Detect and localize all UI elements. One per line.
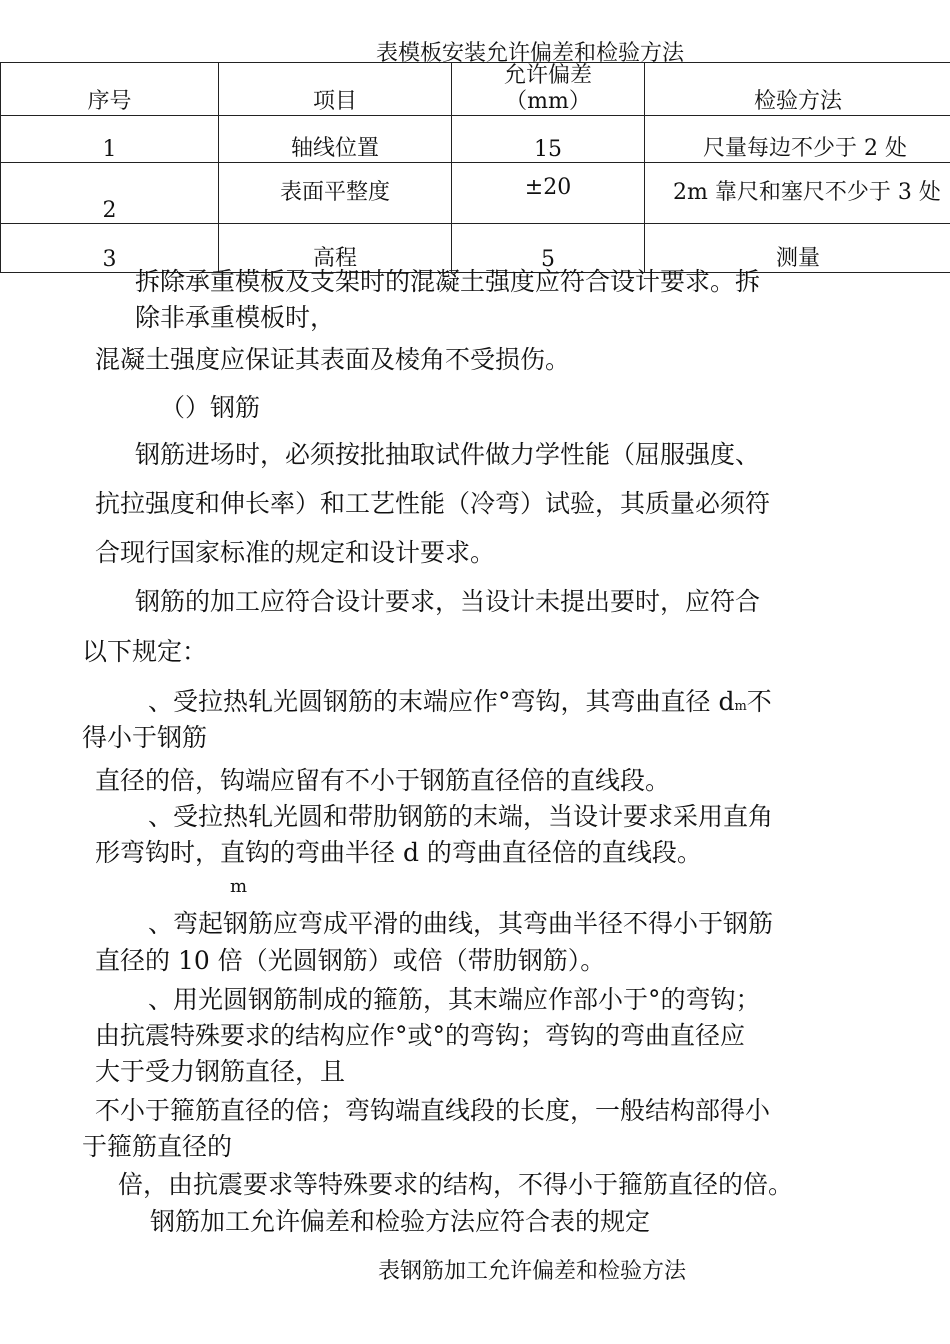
formwork-tolerance-table bbox=[0, 62, 950, 273]
paragraph-line: 钢筋的加工应符合设计要求，当设计未提出要时，应符合 bbox=[135, 587, 761, 616]
cell-tolerance: 15 bbox=[452, 116, 645, 163]
paragraph-line: 、受拉热轧光圆和带肋钢筋的末端，当设计要求采用直角 bbox=[148, 802, 774, 831]
cell-no: 2 bbox=[1, 163, 219, 224]
section-heading-rebar: （）钢筋 bbox=[160, 393, 261, 422]
cell-item: 轴线位置 bbox=[219, 116, 452, 163]
cell-tolerance: 5 bbox=[452, 224, 645, 273]
paragraph-line: 抗拉强度和伸长率）和工艺性能（冷弯）试验，其质量必须符 bbox=[95, 489, 771, 518]
cell-item: 高程 bbox=[219, 224, 452, 273]
header-tolerance-line1: 允许偏差 bbox=[503, 63, 592, 88]
cell-no: 3 bbox=[1, 224, 219, 273]
table-header-row bbox=[1, 63, 950, 116]
paragraph-line: 直径的倍，钩端应留有不小于钢筋直径倍的直线段。 bbox=[95, 766, 671, 795]
table-row bbox=[1, 116, 950, 163]
cell-method: 2m 靠尺和塞尺不少于 3 处 bbox=[645, 163, 950, 224]
table-row bbox=[1, 163, 950, 224]
paragraph-line: 、用光圆钢筋制成的箍筋，其末端应作部小于°的弯钩； bbox=[148, 985, 761, 1014]
paragraph-line: 除非承重模板时， bbox=[135, 303, 336, 332]
text-run: 、受拉热轧光圆钢筋的末端应作°弯钩，其弯曲直径 d bbox=[148, 687, 735, 716]
paragraph-line: 得小于钢筋 bbox=[82, 723, 208, 752]
cell-no: 1 bbox=[1, 116, 219, 163]
subscript-m: m bbox=[230, 876, 248, 897]
cell-item: 表面平整度 bbox=[219, 163, 452, 224]
table-caption-rebar: 表钢筋加工允许偏差和检验方法 bbox=[378, 1259, 687, 1284]
paragraph-line: 由抗震特殊要求的结构应作°或°的弯钩；弯钩的弯曲直径应 bbox=[95, 1021, 746, 1050]
header-tolerance-line2: （mm） bbox=[505, 89, 591, 114]
text-run: 不 bbox=[746, 687, 772, 716]
paragraph-line: 不小于箍筋直径的倍；弯钩端直线段的长度，一般结构部得小 bbox=[95, 1096, 771, 1125]
paragraph-line: 、弯起钢筋应弯成平滑的曲线，其弯曲半径不得小于钢筋 bbox=[148, 909, 774, 938]
paragraph-line: 大于受力钢筋直径，且 bbox=[95, 1057, 346, 1086]
table-caption-formwork: 表模板安装允许偏差和检验方法 bbox=[376, 41, 685, 66]
cell-tolerance: ±20 bbox=[452, 163, 645, 224]
paragraph-line: 形弯钩时，直钩的弯曲半径 d 的弯曲直径倍的直线段。 bbox=[95, 838, 702, 867]
paragraph-line: 以下规定： bbox=[82, 637, 208, 666]
header-item: 项目 bbox=[219, 63, 452, 116]
paragraph-line: 混凝土强度应保证其表面及棱角不受损伤。 bbox=[95, 345, 571, 374]
cell-method: 尺量每边不少于 2 处 bbox=[645, 116, 950, 163]
paragraph-line: 于箍筋直径的 bbox=[82, 1132, 233, 1161]
header-method: 检验方法 bbox=[645, 63, 950, 116]
paragraph-line bbox=[148, 682, 772, 718]
paragraph-line: 拆除承重模板及支架时的混凝土强度应符合设计要求。拆 bbox=[135, 267, 761, 296]
cell-method: 测量 bbox=[645, 224, 950, 273]
paragraph-line: 钢筋进场时，必须按批抽取试件做力学性能（屈服强度、 bbox=[135, 440, 761, 469]
paragraph-line: 直径的 10 倍（光圆钢筋）或倍（带肋钢筋）。 bbox=[95, 946, 606, 975]
subscript-m: m bbox=[734, 699, 747, 714]
paragraph-line: 倍，由抗震要求等特殊要求的结构，不得小于箍筋直径的倍。 bbox=[118, 1170, 794, 1199]
header-tolerance bbox=[452, 63, 645, 116]
header-no: 序号 bbox=[1, 63, 219, 116]
paragraph-line: 钢筋加工允许偏差和检验方法应符合表的规定 bbox=[150, 1207, 651, 1236]
paragraph-line: 合现行国家标准的规定和设计要求。 bbox=[95, 538, 496, 567]
